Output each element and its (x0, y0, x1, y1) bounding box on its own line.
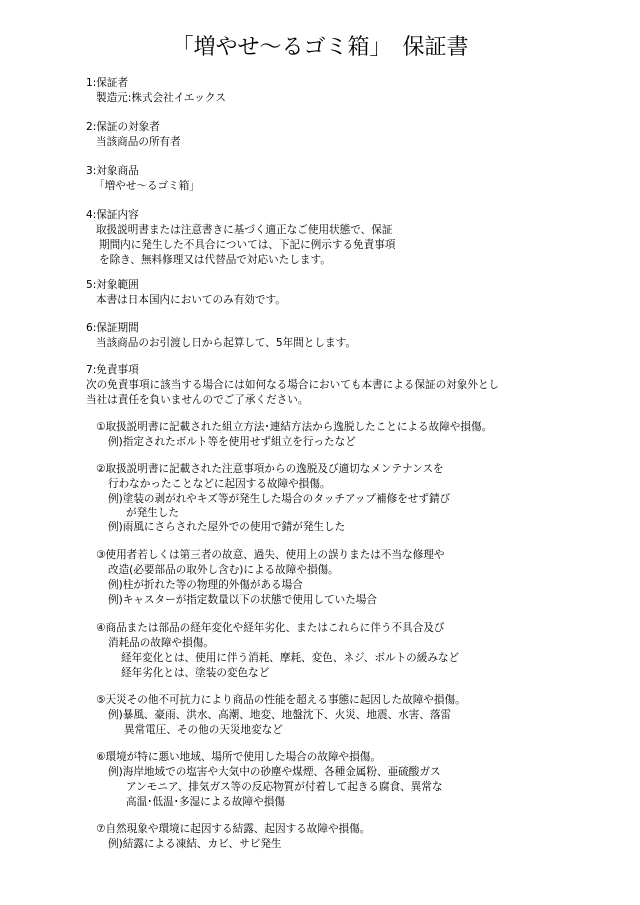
exemption-5-line-3: 異常電圧、その他の天災地変など (124, 724, 283, 736)
exemption-6-line-1: ⑥環境が特に悪い地域、場所で使用した場合の故障や損傷。 (96, 751, 381, 763)
exemption-6-line-2: 例)海岸地域での塩害や大気中の砂塵や煤煙、各種金属粉、亜硫酸ガス (108, 766, 441, 778)
exemption-2-line-5: 例)雨風にさらされた屋外での使用で錆が発生した (108, 521, 346, 533)
section-5-heading: 5:対象範囲 (86, 279, 139, 291)
section-1-body: 製造元:株式会社イエックス (96, 92, 226, 104)
exemption-3-line-4: 例)キャスターが指定数量以下の状態で使用していた場合 (108, 594, 377, 606)
exemption-3-line-1: ③使用者若しくは第三者の故意、過失、使用上の誤りまたは不当な修理や (96, 549, 445, 561)
exemption-6-line-4: 高温･低温･多湿による故障や損傷 (126, 796, 285, 808)
section-4-line-2: 期間内に発生した不具合については、下記に例示する免責事項 (99, 239, 396, 251)
section-3-body: 「増やせ～るゴミ箱」 (94, 180, 200, 192)
section-5-body: 本書は日本国内においてのみ有効です。 (96, 294, 286, 306)
section-2-body: 当該商品の所有者 (96, 136, 181, 148)
page-title: 「増やせ～るゴミ箱」 保証書 (171, 35, 469, 60)
exemption-5-line-1: ⑤天災その他不可抗力により商品の性能を超える事態に起因した故障や損傷。 (96, 694, 466, 706)
section-3-heading: 3:対象商品 (86, 165, 139, 177)
exemption-4-line-3: 経年変化とは、使用に伴う消耗、摩耗、変色、ネジ、ボルトの緩みなど (121, 652, 460, 664)
exemption-4-line-1: ④商品または部品の経年変化や経年劣化、またはこれらに伴う不具合及び (96, 622, 445, 634)
section-7-heading: 7:免責事項 (86, 364, 139, 376)
section-7-intro-line-1: 次の免責事項に該当する場合には如何なる場合においても本書による保証の対象外とし (86, 379, 500, 391)
exemption-6-line-3: アンモニア、排気ガス等の反応物質が付着して起きる腐食、異常な (126, 781, 443, 793)
exemption-3-line-3: 例)柱が折れた等の物理的外傷がある場合 (108, 579, 303, 591)
section-4-line-3: を除き、無料修理又は代替品で対応いたします。 (99, 254, 331, 266)
exemption-2-line-4: が発生した (126, 507, 179, 519)
exemption-7-line-2: 例)結露による凍結、カビ、サビ発生 (108, 838, 282, 850)
section-1-heading: 1:保証者 (86, 77, 129, 89)
exemption-2-line-2: 行わなかったことなどに起因する故障や損傷。 (108, 478, 331, 490)
exemption-2-line-3: 例)塗装の剥がれやキズ等が発生した場合のタッチアップ補修をせず錆び (108, 493, 451, 505)
exemption-5-line-2: 例)暴風、豪雨、洪水、高潮、地変、地盤沈下、火災、地震、水害、落雷 (108, 709, 452, 721)
section-4-line-1: 取扱説明書または注意書きに基づく適正なご使用状態で、保証 (96, 224, 393, 236)
exemption-1-line-1: ①取扱説明書に記載された組立方法･連結方法から逸脱したことによる故障や損傷。 (96, 421, 493, 433)
exemption-2-line-1: ②取扱説明書に記載された注意事項からの逸脱及び適切なメンテナンスを (96, 463, 444, 475)
exemption-7-line-1: ⑦自然現象や環境に起因する結露、起因する故障や損傷。 (96, 823, 371, 835)
exemption-3-line-2: 改造(必要部品の取外し含む)による故障や損傷。 (108, 564, 339, 576)
exemption-4-line-2: 消耗品の故障や損傷。 (108, 637, 214, 649)
section-6-heading: 6:保証期間 (86, 322, 139, 334)
section-2-heading: 2:保証の対象者 (86, 121, 160, 133)
section-4-heading: 4:保証内容 (86, 209, 139, 221)
section-7-intro-line-2: 当社は責任を負いませんのでご了承ください。 (86, 394, 309, 406)
exemption-4-line-4: 経年劣化とは、塗装の変色など (121, 667, 270, 679)
exemption-1-line-2: 例)指定されたボルト等を使用せず組立を行ったなど (108, 436, 356, 448)
section-6-body: 当該商品のお引渡し日から起算して、5年間とします。 (96, 337, 356, 349)
